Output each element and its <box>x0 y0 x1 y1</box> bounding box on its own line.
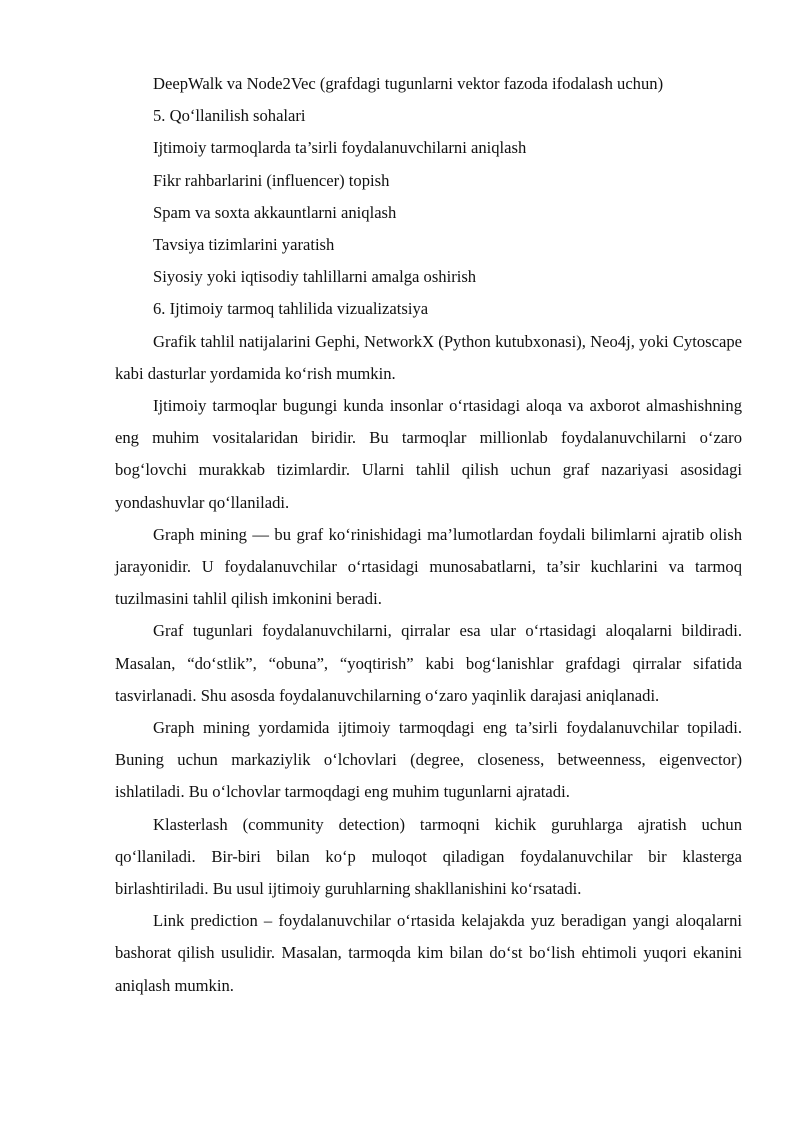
list-line-opinion-leaders: Fikr rahbarlarini (influencer) topish <box>153 170 390 190</box>
paragraph-social-networks-intro: Ijtimoiy tarmoqlar bugungi kunda insonlar o‘rtasidagi aloqa va axborot almashishning eng muhim vositalaridan biridir. Bu tarmoqlar millionlab foydalanuvchilarni o‘zaro bog‘lovchi murakkab tizimlardir. Ularni tahlil qilish uchun graf nazariyasi asosidagi yondashuvlar qo‘llaniladi. <box>115 396 742 512</box>
list-line-influential-users: Ijtimoiy tarmoqlarda ta’sirli foydalanuvchilarni aniqlash <box>153 138 527 158</box>
paragraph-centrality: Graph mining yordamida ijtimoiy tarmoqdagi eng ta’sirli foydalanuvchilar topiladi. Buning uchun markaziylik o‘lchovlari (degree, closeness, betweenness, eigenvector) ishlatiladi. Bu o‘lchovlar tarmoqdagi eng muhim tugunlarni ajratadi. <box>115 718 742 802</box>
section-heading-application-areas: 5. Qo‘llanilish sohalari <box>153 106 306 126</box>
list-line-deepwalk: DeepWalk va Node2Vec (grafdagi tugunlarni vektor fazoda ifodalash uchun) <box>153 74 664 93</box>
section-heading-visualization: 6. Ijtimoiy tarmoq tahlilida vizualizatsiya <box>153 299 429 319</box>
list-line-recommendation-systems: Tavsiya tizimlarini yaratish <box>153 235 335 255</box>
document-page <box>115 68 742 1002</box>
paragraph-community-detection: Klasterlash (community detection) tarmoqni kichik guruhlarga ajratish uchun qo‘llaniladi. Bir-biri bilan ko‘p muloqot qiladigan foydalanuvchilar bir klasterga birlashtiriladi. Bu usul ijtimoiy guruhlarning shakllanishini ko‘rsatadi. <box>115 814 742 899</box>
paragraph-visualization-tools: Grafik tahlil natijalarini Gephi, NetworkX (Python kutubxonasi), Neo4j, yoki Cytoscape kabi dasturlar yordamida ko‘rish mumkin. <box>115 331 742 383</box>
list-line-political-economic-analysis: Siyosiy yoki iqtisodiy tahlillarni amalga oshirish <box>153 267 477 287</box>
paragraph-link-prediction: Link prediction – foydalanuvchilar o‘rtasida kelajakda yuz beradigan yangi aloqalarni bashorat qilish usulidir. Masalan, tarmoqda kim bilan do‘st bo‘lish ehtimoli yuqori ekanini aniqlash mumkin. <box>115 911 742 995</box>
paragraph-graph-mining-definition: Graph mining — bu graf ko‘rinishidagi ma’lumotlardan foydali bilimlarni ajratib olish jarayonidir. U foydalanuvchilar o‘rtasidagi munosabatlarni, ta’sir kuchlarini va tarmoq tuzilmasini tahlil qilish imkonini beradi. <box>115 524 742 609</box>
list-line-spam-detection: Spam va soxta akkauntlarni aniqlash <box>153 202 397 222</box>
paragraph-nodes-edges: Graf tugunlari foydalanuvchilarni, qirralar esa ular o‘rtasidagi aloqalarni bildiradi. Masalan, “do‘stlik”, “obuna”, “yoqtirish” kabi bog‘lanishlar grafdagi qirralar sifatida tasvirlanadi. Shu asosda foydalanuvchilarning o‘zaro yaqinlik darajasi aniqlanadi. <box>115 621 742 705</box>
